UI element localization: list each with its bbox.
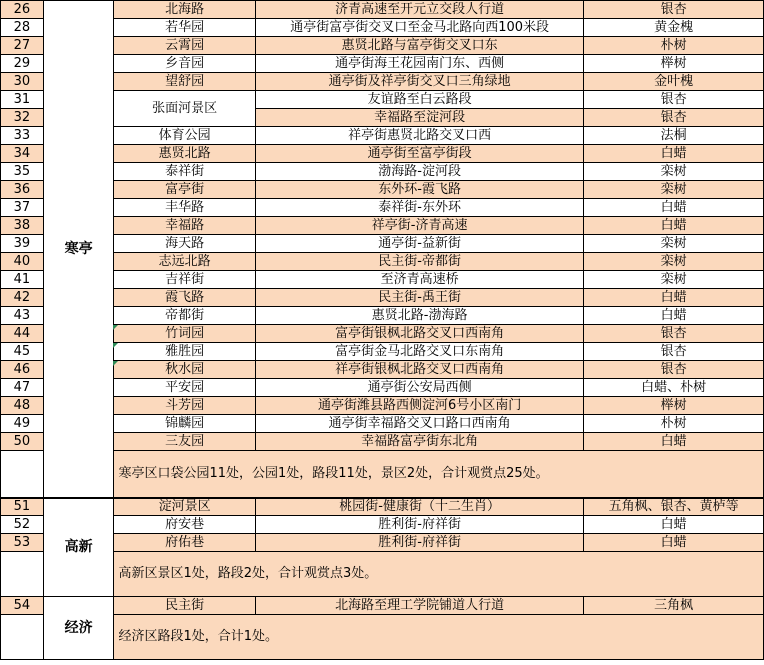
district-hanting: 寒亭 — [43, 1, 114, 498]
spot-location: 通亭街幸福路交叉口路口西南角 — [255, 415, 583, 433]
row-number: 46 — [1, 361, 44, 379]
spot-location: 富亭街金马北路交叉口东南角 — [255, 343, 583, 361]
spot-name: 帝都街 — [114, 307, 255, 325]
row-number: 41 — [1, 271, 44, 289]
tree-species: 金叶槐 — [584, 73, 764, 91]
spot-name: 三友园 — [114, 433, 255, 451]
spot-name: 雅胜园 — [114, 343, 255, 361]
summary-spacer — [1, 552, 44, 597]
spot-name: 斗芳园 — [114, 397, 255, 415]
row-number: 35 — [1, 163, 44, 181]
tree-species: 白蜡 — [584, 289, 764, 307]
row-number: 53 — [1, 534, 44, 552]
row-number: 26 — [1, 1, 44, 19]
row-number: 30 — [1, 73, 44, 91]
table-row — [1, 379, 764, 397]
spot-name: 锦麟园 — [114, 415, 255, 433]
tree-species: 栾树 — [584, 253, 764, 271]
table-row — [1, 235, 764, 253]
spot-name: 平安园 — [114, 379, 255, 397]
comment-marker-icon — [113, 361, 118, 366]
tree-species: 栾树 — [584, 235, 764, 253]
table-row — [1, 433, 764, 451]
table-row — [1, 37, 764, 55]
table-row — [1, 199, 764, 217]
table-row — [1, 289, 764, 307]
tree-species: 白蜡 — [584, 145, 764, 163]
row-number: 48 — [1, 397, 44, 415]
spot-name: 乡音园 — [114, 55, 255, 73]
table-row — [1, 91, 764, 109]
spot-location: 济青高速至开元立交段人行道 — [255, 1, 583, 19]
spot-name: 丰华路 — [114, 199, 255, 217]
tree-species: 白蜡 — [584, 516, 764, 534]
spot-name: 府安巷 — [114, 516, 255, 534]
row-number: 49 — [1, 415, 44, 433]
tree-species: 白蜡 — [584, 433, 764, 451]
table-row — [1, 397, 764, 415]
tree-species: 朴树 — [584, 415, 764, 433]
tree-species: 银杏 — [584, 361, 764, 379]
row-number: 39 — [1, 235, 44, 253]
hanting-summary: 寒亭区口袋公园11处，公园1处，路段11处，景区2处，合计观赏点25处。 — [114, 451, 764, 498]
row-number: 38 — [1, 217, 44, 235]
row-number: 28 — [1, 19, 44, 37]
tree-species: 栾树 — [584, 181, 764, 199]
spot-name: 海天路 — [114, 235, 255, 253]
row-number: 52 — [1, 516, 44, 534]
spot-name: 北海路 — [114, 1, 255, 19]
table-row — [1, 415, 764, 433]
spot-location: 桃园街-健康街（十二生肖） — [255, 498, 583, 516]
row-number: 44 — [1, 325, 44, 343]
district-gaoxin: 高新 — [43, 498, 114, 597]
spot-name: 府佑巷 — [114, 534, 255, 552]
spot-name: 张面河景区 — [114, 91, 255, 127]
table-row — [1, 145, 764, 163]
spot-name: 望舒园 — [114, 73, 255, 91]
spot-location: 惠贤北路与富亭街交叉口东 — [255, 37, 583, 55]
spot-location: 至济青高速桥 — [255, 271, 583, 289]
spot-location: 惠贤北路-渤海路 — [255, 307, 583, 325]
spot-name: 泰祥街 — [114, 163, 255, 181]
table-row — [1, 253, 764, 271]
table-row — [1, 73, 764, 91]
spot-location: 民主街-帝都街 — [255, 253, 583, 271]
spot-location: 幸福路至淀河段 — [255, 109, 583, 127]
row-number: 43 — [1, 307, 44, 325]
gaoxin-summary: 高新区景区1处，路段2处，合计观赏点3处。 — [114, 552, 764, 597]
spot-name: 幸福路 — [114, 217, 255, 235]
spot-name: 竹词园 — [114, 325, 255, 343]
table-row — [1, 307, 764, 325]
tree-species: 朴树 — [584, 37, 764, 55]
tree-species: 三角枫 — [584, 597, 764, 615]
row-number: 34 — [1, 145, 44, 163]
spot-location: 祥亭街银枫北路交叉口西南角 — [255, 361, 583, 379]
spot-location: 通亭街富亭街交叉口至金马北路向西100米段 — [255, 19, 583, 37]
tree-species: 白蜡 — [584, 199, 764, 217]
row-number: 51 — [1, 498, 44, 516]
tree-species: 银杏 — [584, 91, 764, 109]
tree-species: 银杏 — [584, 1, 764, 19]
summary-spacer — [1, 451, 44, 498]
table-row — [1, 516, 764, 534]
spot-name: 淀河景区 — [114, 498, 255, 516]
row-number: 40 — [1, 253, 44, 271]
row-number: 45 — [1, 343, 44, 361]
spot-location: 通亭街海王花园南门东、西侧 — [255, 55, 583, 73]
row-number: 27 — [1, 37, 44, 55]
table-row — [1, 163, 764, 181]
row-number: 36 — [1, 181, 44, 199]
row-number: 50 — [1, 433, 44, 451]
tree-species: 榉树 — [584, 397, 764, 415]
spot-location: 幸福路富亭街东北角 — [255, 433, 583, 451]
spot-location: 胜利街-府祥街 — [255, 534, 583, 552]
table-row — [1, 271, 764, 289]
spot-location: 祥亭街-济青高速 — [255, 217, 583, 235]
spot-location: 通亭街公安局西侧 — [255, 379, 583, 397]
table-row — [1, 1, 764, 19]
spot-location: 祥亭街惠贤北路交叉口西 — [255, 127, 583, 145]
tree-species: 白蜡 — [584, 534, 764, 552]
row-number: 47 — [1, 379, 44, 397]
comment-marker-icon — [113, 325, 118, 330]
spot-location: 东外环-霞飞路 — [255, 181, 583, 199]
spot-location: 民主街-禹王街 — [255, 289, 583, 307]
spot-name: 若华园 — [114, 19, 255, 37]
tree-species: 榉树 — [584, 55, 764, 73]
tree-species: 银杏 — [584, 325, 764, 343]
tree-species: 银杏 — [584, 343, 764, 361]
spot-name: 民主街 — [114, 597, 255, 615]
spot-name: 志远北路 — [114, 253, 255, 271]
row-number: 32 — [1, 109, 44, 127]
table-row — [1, 19, 764, 37]
summary-row — [1, 552, 764, 597]
district-jingji: 经济 — [43, 597, 114, 660]
spot-location: 泰祥街-东外环 — [255, 199, 583, 217]
jingji-summary: 经济区路段1处，合计1处。 — [114, 615, 764, 660]
spot-location: 北海路至理工学院铺道人行道 — [255, 597, 583, 615]
spot-location: 友谊路至白云路段 — [255, 91, 583, 109]
row-number: 29 — [1, 55, 44, 73]
table-row — [1, 534, 764, 552]
table-row — [1, 181, 764, 199]
table-row — [1, 127, 764, 145]
row-number: 37 — [1, 199, 44, 217]
tree-species: 法桐 — [584, 127, 764, 145]
spot-location: 通亭街及祥亭街交叉口三角绿地 — [255, 73, 583, 91]
spot-location: 胜利街-府祥街 — [255, 516, 583, 534]
tree-species: 白蜡 — [584, 217, 764, 235]
spot-name: 霞飞路 — [114, 289, 255, 307]
spot-location: 渤海路-淀河段 — [255, 163, 583, 181]
spot-location: 通亭街潍县路西侧淀河6号小区南门 — [255, 397, 583, 415]
tree-species: 栾树 — [584, 163, 764, 181]
spot-name: 云霄园 — [114, 37, 255, 55]
spot-location: 通亭街-益新街 — [255, 235, 583, 253]
summary-row — [1, 615, 764, 660]
row-number: 31 — [1, 91, 44, 109]
table-row — [1, 597, 764, 615]
summary-spacer — [1, 615, 44, 660]
tree-species: 五角枫、银杏、黄栌等 — [584, 498, 764, 516]
tree-species: 银杏 — [584, 109, 764, 127]
spot-name: 秋水园 — [114, 361, 255, 379]
summary-row — [1, 451, 764, 498]
spot-name: 富亭街 — [114, 181, 255, 199]
comment-marker-icon — [113, 343, 118, 348]
spot-location: 通亭街至富亭街段 — [255, 145, 583, 163]
table-row — [1, 498, 764, 516]
table-row — [1, 217, 764, 235]
spot-name: 惠贤北路 — [114, 145, 255, 163]
tree-species: 白蜡 — [584, 307, 764, 325]
tree-species: 黄金槐 — [584, 19, 764, 37]
tree-species: 栾树 — [584, 271, 764, 289]
spot-location: 富亭街银枫北路交叉口西南角 — [255, 325, 583, 343]
tree-species: 白蜡、朴树 — [584, 379, 764, 397]
table-row — [1, 55, 764, 73]
row-number: 54 — [1, 597, 44, 615]
row-number: 33 — [1, 127, 44, 145]
row-number: 42 — [1, 289, 44, 307]
spot-name: 体育公园 — [114, 127, 255, 145]
spot-name: 吉祥街 — [114, 271, 255, 289]
